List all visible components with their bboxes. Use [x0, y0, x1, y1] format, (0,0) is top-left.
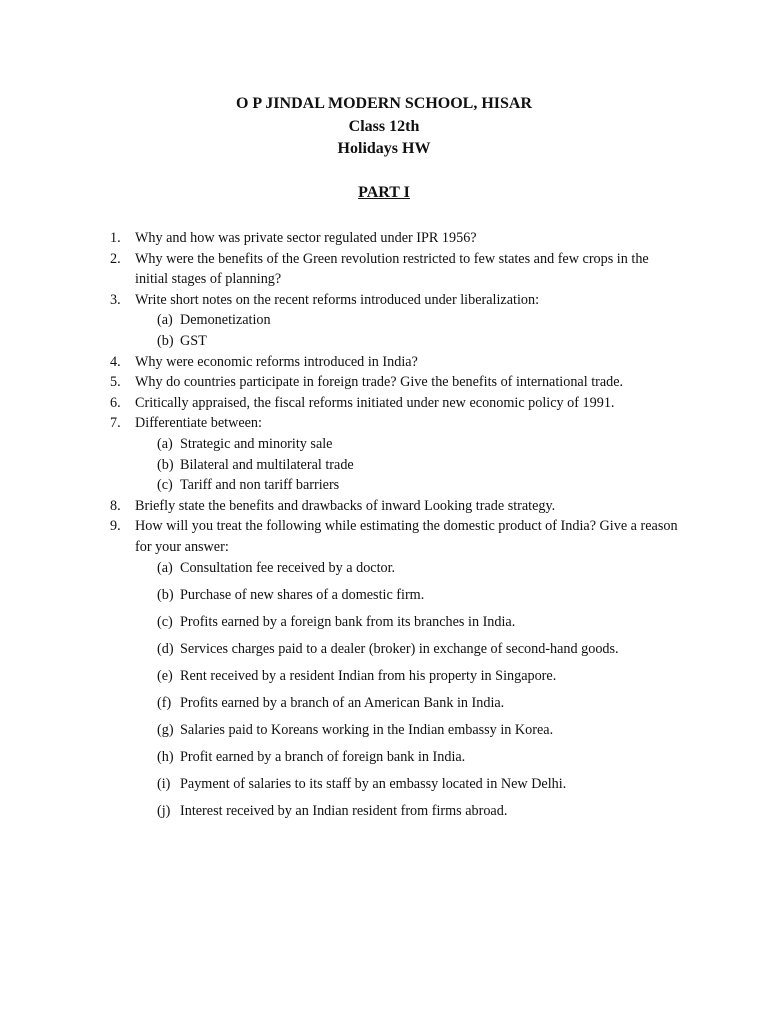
sub-question-text: Profits earned by a foreign bank from its branches in India. — [180, 613, 516, 630]
sub-question — [110, 666, 680, 687]
sub-question-text: Bilateral and multilateral trade — [180, 456, 354, 473]
sub-question-letter: (a) — [157, 435, 173, 452]
sub-question — [110, 475, 680, 496]
sub-question-letter: (a) — [157, 559, 173, 576]
question-9 — [110, 516, 680, 557]
sub-question-text: Profit earned by a branch of foreign bank in India. — [180, 749, 466, 766]
sub-question-letter: (c) — [157, 613, 173, 630]
sub-question-text: Purchase of new shares of a domestic firm. — [180, 586, 425, 603]
part-heading: PART I — [358, 184, 410, 201]
sub-question — [110, 434, 680, 455]
sub-question-letter: (j) — [157, 803, 171, 820]
sub-question — [110, 455, 680, 476]
question-1 — [110, 228, 680, 249]
sub-question-letter: (c) — [157, 477, 173, 494]
sub-question-letter: (i) — [157, 776, 171, 793]
sub-question — [110, 585, 680, 606]
sub-question — [110, 612, 680, 633]
sub-question-letter: (f) — [157, 694, 172, 711]
sub-question-text: Salaries paid to Koreans working in the Indian embassy in Korea. — [180, 722, 554, 739]
question-number: 2. — [110, 250, 121, 267]
school-name: O P JINDAL MODERN SCHOOL, HISAR — [235, 95, 533, 112]
sub-question — [110, 747, 680, 768]
sub-question-letter: (g) — [157, 722, 174, 739]
question-number: 4. — [110, 353, 121, 370]
sub-question-list — [110, 434, 680, 496]
sub-question — [110, 801, 680, 822]
question-4 — [110, 352, 680, 373]
sub-question-letter: (b) — [157, 586, 174, 603]
sub-question-letter: (e) — [157, 667, 173, 684]
sub-question-text: Services charges paid to a dealer (broker) in exchange of second-hand goods. — [180, 640, 619, 657]
question-6 — [110, 393, 680, 414]
question-text: Critically appraised, the fiscal reforms initiated under new economic policy of 1991. — [135, 394, 615, 411]
question-text: Why were economic reforms introduced in India? — [135, 353, 418, 370]
sub-question-text: GST — [180, 332, 207, 349]
sub-question — [110, 310, 680, 331]
sub-question — [110, 331, 680, 352]
class-label: Class 12th — [348, 118, 420, 135]
question-7 — [110, 413, 680, 434]
sub-question-text: Interest received by an Indian resident from firms abroad. — [180, 803, 508, 820]
question-number: 9. — [110, 518, 121, 535]
question-text: How will you treat the following while estimating the domestic product of India? Give a reason for your answer: — [135, 518, 678, 555]
question-2 — [110, 249, 680, 290]
sub-question-letter: (a) — [157, 312, 173, 329]
question-text: Write short notes on the recent reforms introduced under liberalization: — [135, 291, 540, 308]
sub-question-text: Consultation fee received by a doctor. — [180, 559, 396, 576]
sub-question-text: Tariff and non tariff barriers — [180, 477, 340, 494]
question-text: Why were the benefits of the Green revolution restricted to few states and few crops in the initial stages of planning? — [135, 250, 649, 288]
question-number: 7. — [110, 415, 121, 432]
question-5 — [110, 372, 680, 393]
question-list — [110, 228, 680, 828]
sub-question — [110, 693, 680, 714]
sub-question-text: Demonetization — [180, 312, 271, 329]
sub-question-text: Payment of salaries to its staff by an embassy located in New Delhi. — [180, 776, 567, 793]
question-text: Why do countries participate in foreign trade? Give the benefits of international trade. — [135, 374, 624, 391]
sub-question-letter: (h) — [157, 749, 174, 766]
sub-question-text: Profits earned by a branch of an American Bank in India. — [180, 694, 505, 711]
question-8 — [110, 496, 680, 517]
sub-question-text: Rent received by a resident Indian from his property in Singapore. — [180, 667, 557, 684]
question-number: 8. — [110, 497, 121, 514]
sub-question-letter: (b) — [157, 332, 174, 349]
question-number: 1. — [110, 230, 121, 246]
question-text: Differentiate between: — [135, 415, 262, 432]
sub-question — [110, 774, 680, 795]
sub-question — [110, 720, 680, 741]
sub-question — [110, 558, 680, 579]
question-text: Why and how was private sector regulated under IPR 1956? — [135, 230, 477, 246]
sub-question-text: Strategic and minority sale — [180, 435, 333, 452]
sub-question-letter: (d) — [157, 640, 174, 657]
question-text: Briefly state the benefits and drawbacks of inward Looking trade strategy. — [135, 497, 556, 514]
question-number: 5. — [110, 374, 121, 391]
sub-question-list — [110, 558, 680, 822]
sub-question-letter: (b) — [157, 456, 174, 473]
question-3 — [110, 290, 680, 311]
question-number: 6. — [110, 394, 121, 411]
sub-question — [110, 639, 680, 660]
sub-question-list — [110, 310, 680, 351]
question-number: 3. — [110, 291, 121, 308]
document-title: Holidays HW — [337, 140, 431, 157]
